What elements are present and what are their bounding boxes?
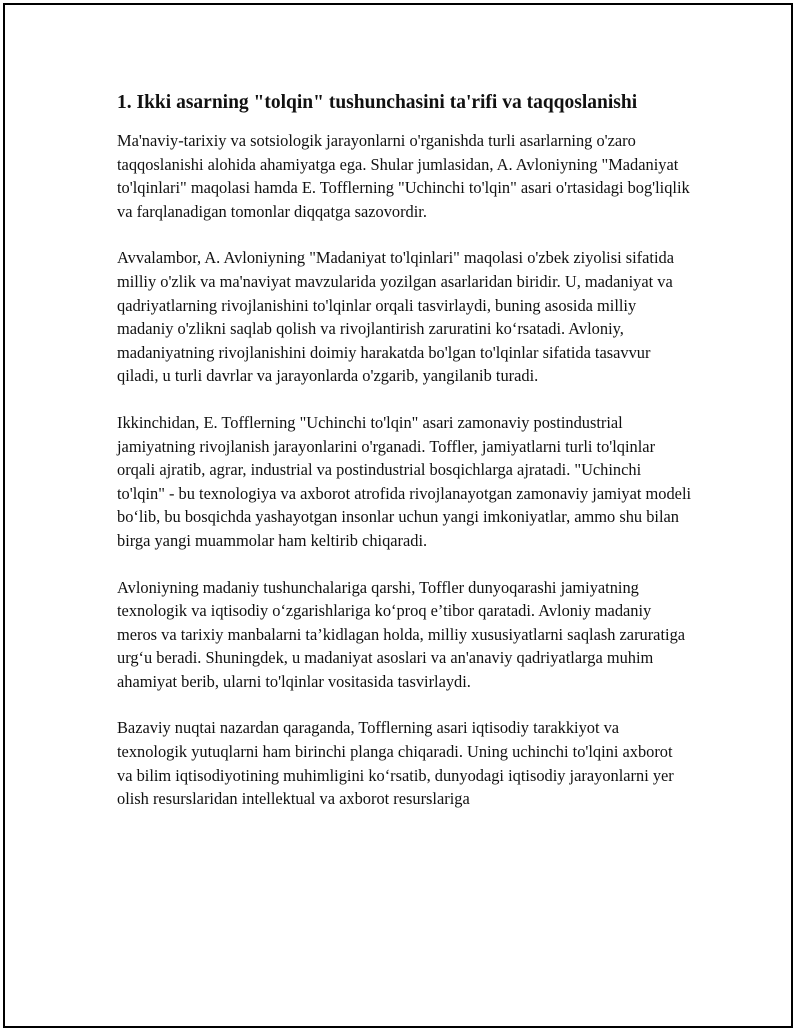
paragraph-2: Avvalambor, A. Avloniyning "Madaniyat to'lqinlari" maqolasi o'zbek ziyolisi sifatida milliy o'zlik va ma'naviyat mavzularida yozilgan asarlaridan biridir. U, madaniyat va qadriyatlarning rivojlanishini to'lqinlar orqali tasvirlaydi, buning asosida milliy madaniy o'zlikni saqlab qolish va rivojlantirish zaruratini ko‘rsatadi. Avloniy, madaniyatning rivojlanishini doimiy harakatda bo'lgan to'lqinlar sifatida tasavvur qiladi, u turli davrlar va jarayonlarda o'zgarib, yangilanib turadi. xyxy=(117,248,674,386)
document-title: 1. Ikki asarning "tolqin" tushunchasini ta'rifi va taqqoslanishi xyxy=(117,92,638,113)
paragraph-1: Ma'naviy-tarixiy va sotsiologik jarayonlarni o'rganishda turli asarlarning o'zaro taqqoslanishi alohida ahamiyatga ega. Shular jumlasidan, A. Avloniyning "Madaniyat to'lqinlari" maqolasi hamda E. Tofflerning "Uchinchi to'lqin" asari o'rtasidagi bog'liqlik va farqlanadigan tomonlar diqqatga sazovordir. xyxy=(117,131,690,221)
paragraph-3: Ikkinchidan, E. Tofflerning "Uchinchi to'lqin" asari zamonaviy postindustrial jamiyatning rivojlanish jarayonlarini o'rganadi. Toffler, jamiyatlarni turli to'lqinlar orqali ajratib, agrar, industrial va postindustrial bosqichlarga ajratadi. "Uchinchi to'lqin" - bu texnologiya va axborot atrofida rivojlanayotgan zamonaviy jamiyat modeli bo‘lib, bu bosqichda yashayotgan insonlar uchun yangi imkoniyatlar, ammo shu bilan birga yangi muammolar ham keltirib chiqaradi. xyxy=(117,412,692,550)
document-body xyxy=(117,91,692,834)
paragraph-5: Bazaviy nuqtai nazardan qaraganda, Tofflerning asari iqtisodiy tarakkiyot va texnologik yutuqlarni ham birinchi planga chiqaradi. Uning uchinchi to'lqini axborot va bilim iqtisodiyotining muhimligini ko‘rsatib, dunyodagi iqtisodiy jarayonlarni yer olish resurslaridan intellektual va axborot resurslariga xyxy=(117,718,674,809)
paragraph-4: Avloniyning madaniy tushunchalariga qarshi, Toffler dunyoqarashi jamiyatning texnologik va iqtisodiy o‘zgarishlariga ko‘proq e’tibor qaratadi. Avloniy madaniy meros va tarixiy manbalarni ta’kidlagan holda, milliy xususiyatlarni saqlash zaruratiga urg‘u beradi. Shuningdek, u madaniyat asoslari va an'anaviy qadriyatlarga muhim ahamiyat berib, ularni to'lqinlar vositasida tasvirlaydi. xyxy=(117,577,686,691)
